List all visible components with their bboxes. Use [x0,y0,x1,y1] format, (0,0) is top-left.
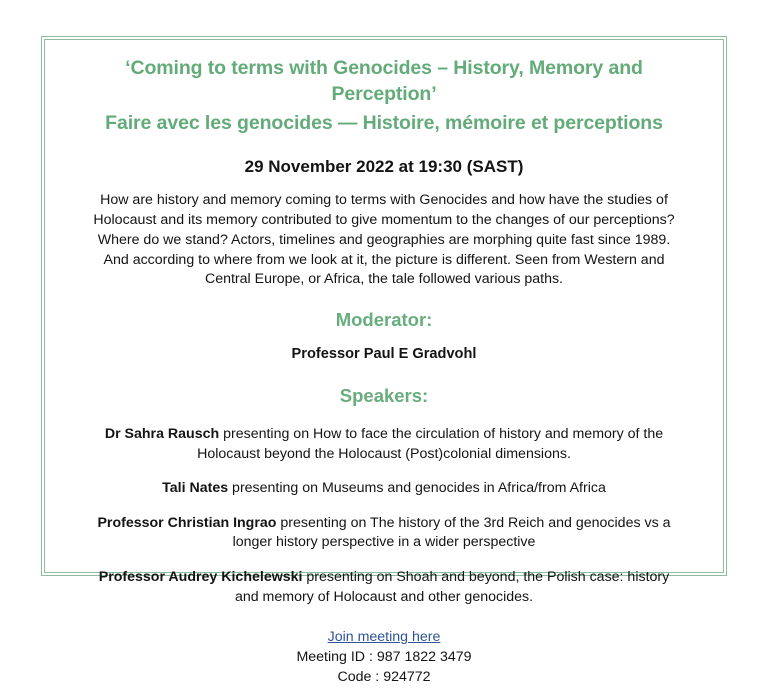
meeting-id: Meeting ID : 987 1822 3479 [296,649,472,666]
speaker-entry [85,425,683,464]
speaker-name: Tali Nates [162,480,229,497]
speaker-description: presenting on Museums and genocides in Africa/from Africa [228,480,606,497]
flyer-content [45,40,723,685]
event-date: 29 November 2022 at 19:30 (SAST) [244,157,524,177]
event-title-english: ‘Coming to terms with Genocides – History, Memory and Perception’ [125,57,643,105]
moderator-heading: Moderator: [335,308,433,330]
speakers-heading: Speakers: [339,385,429,407]
speaker-name: Dr Sahra Rausch [104,426,220,443]
speaker-entry [85,479,683,499]
speaker-name: Professor Audrey Kichelewski [98,569,303,586]
speaker-description: presenting on Shoah and beyond, the Polish case: history and memory of Holocaust and other genocides. [234,569,670,605]
description-line: Central Europe, or Africa, the tale followed various paths. [204,271,564,288]
join-meeting-link[interactable]: Join meeting here [327,629,441,646]
event-title-french: Faire avec les genocides — Histoire, mémoire et perceptions [105,112,663,135]
description-line: How are history and memory coming to terms with Genocides and how have the studies of [100,192,668,209]
speakers-list [71,425,697,607]
speaker-description: presenting on The history of the 3rd Reich and genocides vs a longer history perspective in a wider perspective [232,514,671,551]
speaker-entry [85,514,683,553]
description-line: Holocaust and its memory contributed to give momentum to the changes of our perceptions? [93,212,675,229]
title-block [71,56,697,137]
moderator-name: Professor Paul E Gradvohl [291,346,477,363]
speaker-entry [85,568,683,607]
description-line: And according to where from we look at it, the picture is different. Seen from Western and [103,251,665,268]
meeting-details [71,628,697,688]
meeting-code: Code : 924772 [337,668,431,685]
speaker-name: Professor Christian Ingrao [97,514,277,531]
speaker-description: presenting on How to face the circulation of history and memory of the Holocaust beyond the Holocaust (Post)colonial dimensions. [197,426,664,462]
decorative-green-border [44,39,724,685]
description-line: Where do we stand? Actors, timelines and geographies are morphing quite fast since 1989. [97,231,671,248]
event-description [71,191,697,290]
